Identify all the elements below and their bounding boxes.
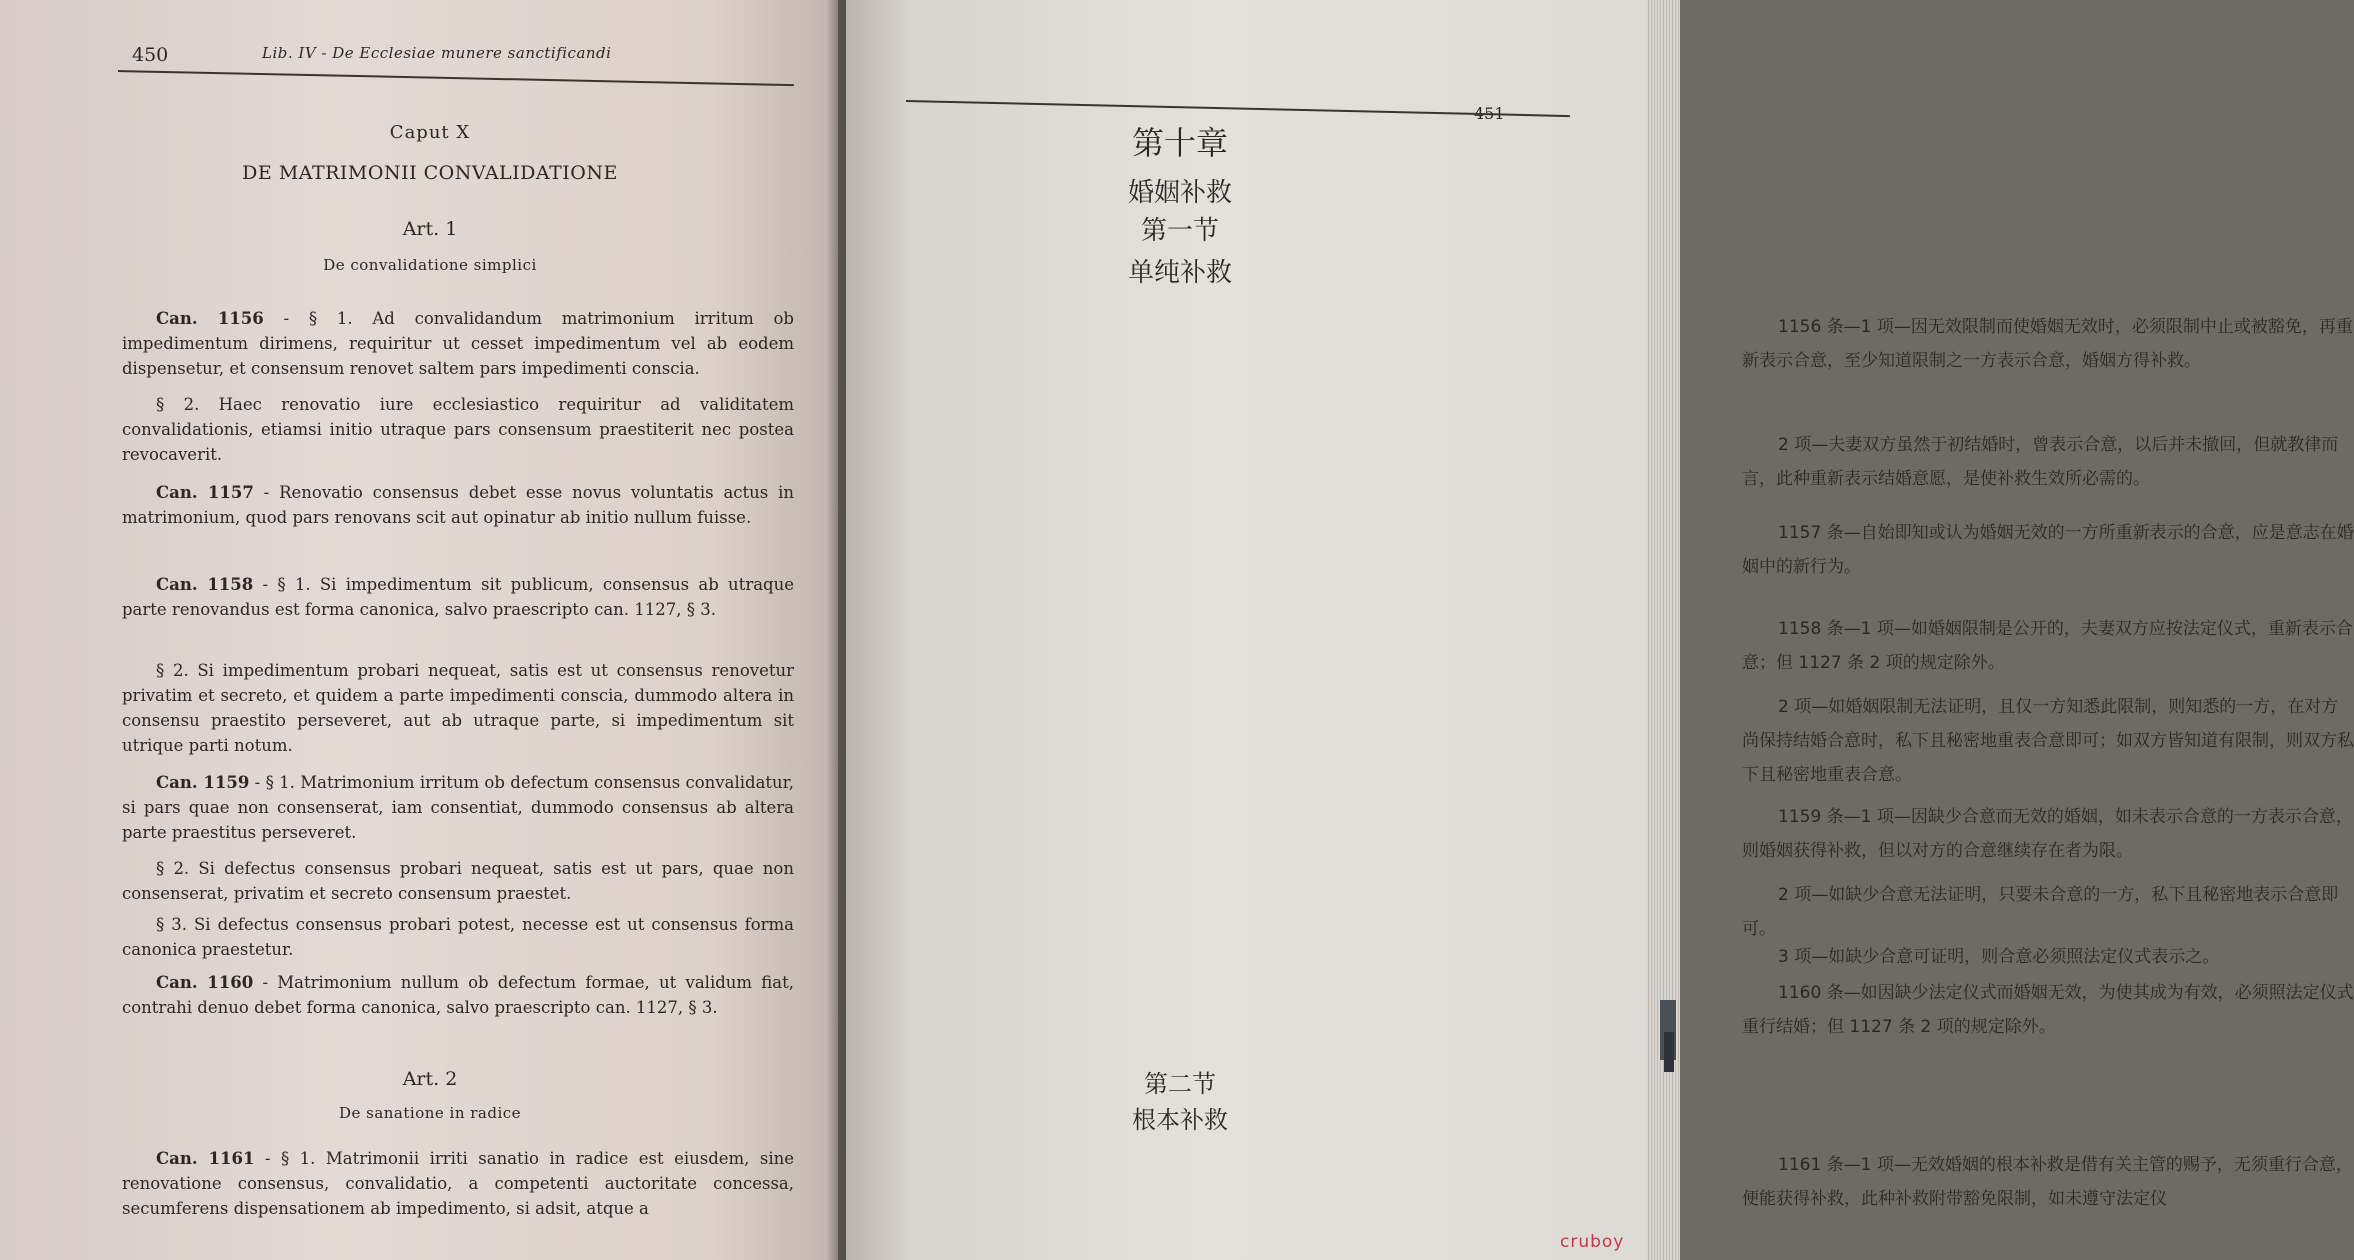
paragraph-text: - § 1. Matrimonium irritum ob defectum consensus convalidatur, si pars quae non consenserat, iam consentiat, dummodo consensus ab altera parte praestitus perseveret. — [122, 773, 794, 842]
paragraph — [1742, 612, 2354, 680]
section-1-label: 第一节 — [1140, 216, 1219, 246]
watermark: cruboy — [1560, 1232, 1625, 1252]
canon-number: Can. 1161 — [156, 1149, 255, 1168]
article-2-title: De sanatione in radice — [338, 1104, 522, 1122]
paragraph — [122, 770, 794, 845]
running-head: Lib. IV - De Ecclesiae munere sanctificandi — [262, 44, 612, 62]
paragraph-text: - Renovatio consensus debet esse novus voluntatis actus in matrimonium, quod pars renovans scit aut opinatur ab initio nullum fuisse. — [122, 483, 794, 527]
bookmark-tab-inner — [1664, 1032, 1674, 1072]
paragraph — [122, 658, 794, 758]
chapter-number: 第十章 — [1131, 124, 1228, 162]
section-2-label: 第二节 — [1144, 1070, 1216, 1098]
paragraph-text: 1158 条—1 项—如婚姻限制是公开的，夫妻双方应按法定仪式，重新表示合意；但 1127 条 2 项的规定除外。 — [1742, 619, 2353, 673]
paragraph — [1742, 976, 2354, 1044]
canon-number: Can. 1159 — [156, 773, 250, 792]
paragraph — [1742, 940, 2354, 974]
paragraph-text: 2 项—如缺少合意无法证明，只要未合意的一方，私下且秘密地表示合意即可。 — [1742, 885, 2339, 939]
page-number-left: 450 — [132, 44, 169, 66]
paragraph — [122, 572, 794, 622]
paragraph — [1742, 690, 2354, 792]
canon-number: Can. 1160 — [156, 973, 254, 992]
paragraph-text: 1160 条—如因缺少法定仪式而婚姻无效，为使其成为有效，必须照法定仪式重行结婚；但 1127 条 2 项的规定除外。 — [1742, 983, 2354, 1037]
paragraph-text: 2 项—夫妻双方虽然于初结婚时，曾表示合意，以后并未撤回，但就教律而言，此种重新表示结婚意愿，是使补救生效所必需的。 — [1742, 435, 2339, 489]
paragraph-text: § 3. Si defectus consensus probari potest, necesse est ut consensus forma canonica praestetur. — [122, 915, 794, 959]
right-page — [846, 0, 2354, 1260]
paragraph-text: § 2. Si defectus consensus probari nequeat, satis est ut pars, quae non consenserat, privatim et secreto consensum praestet. — [122, 859, 794, 903]
paragraph — [1742, 878, 2354, 946]
paragraph — [122, 970, 794, 1020]
paragraph — [1742, 516, 2354, 584]
chapter-title: DE MATRIMONII CONVALIDATIONE — [242, 162, 618, 184]
paragraph — [122, 480, 794, 530]
paragraph — [122, 856, 794, 906]
page-edges — [1646, 0, 1680, 1260]
paragraph-text: § 2. Haec renovatio iure ecclesiastico requiritur ad validitatem convalidationis, etiamsi initio utraque pars consensum praestiterit nec postea revocaverit. — [122, 395, 794, 464]
article-1-title: De convalidatione simplici — [323, 256, 537, 274]
paragraph-text: § 2. Si impedimentum probari nequeat, satis est ut consensus renovetur privatim et secreto, et quidem a parte impedimenti conscia, dummodo altera in consensu praestito perseveret, aut ab utraque parte, si impedimentum sit utrique parti notum. — [122, 661, 794, 755]
paragraph-text: - Matrimonium nullum ob defectum formae, ut validum fiat, contrahi denuo debet forma canonica, salvo praescripto can. 1127, § 3. — [122, 973, 794, 1017]
paragraph-text: 1157 条—自始即知或认为婚姻无效的一方所重新表示的合意，应是意志在婚姻中的新行为。 — [1742, 523, 2354, 577]
paragraph — [1742, 1148, 2354, 1216]
header-rule-left — [118, 70, 794, 86]
paragraph-text: 1159 条—1 项—因缺少合意而无效的婚姻，如未表示合意的一方表示合意，则婚姻获得补救，但以对方的合意继续存在者为限。 — [1742, 807, 2353, 861]
chapter-label: Caput X — [389, 122, 471, 143]
article-1-label: Art. 1 — [402, 218, 458, 240]
left-page — [0, 0, 838, 1260]
paragraph — [122, 306, 794, 381]
chapter-title-zh: 婚姻补救 — [1127, 178, 1232, 208]
paragraph-text: - § 1. Ad convalidandum matrimonium irritum ob impedimentum dirimens, requiritur ut cesset impedimentum vel ab eodem dispensetur, et consensum renovet saltem pars impedimenti conscia. — [122, 309, 794, 378]
paragraph — [1742, 800, 2354, 868]
article-2-label: Art. 2 — [402, 1068, 458, 1090]
section-2-title: 根本补救 — [1132, 1106, 1228, 1134]
canon-number: Can. 1158 — [156, 575, 254, 594]
paragraph — [122, 912, 794, 962]
paragraph-text: 1156 条—1 项—因无效限制而使婚姻无效时，必须限制中止或被豁免，再重新表示合意，至少知道限制之一方表示合意，婚姻方得补救。 — [1742, 317, 2353, 371]
header-rule-right — [906, 100, 1570, 117]
paragraph — [122, 1146, 794, 1221]
paragraph — [1742, 310, 2354, 378]
paragraph — [1742, 428, 2354, 496]
paragraph — [122, 392, 794, 467]
paragraph-text: 3 项—如缺少合意可证明，则合意必须照法定仪式表示之。 — [1778, 947, 2220, 967]
canon-number: Can. 1156 — [156, 309, 264, 328]
paragraph-text: 2 项—如婚姻限制无法证明，且仅一方知悉此限制，则知悉的一方，在对方尚保持结婚合意时，私下且秘密地重表合意即可；如双方皆知道有限制，则双方私下且秘密地重表合意。 — [1742, 697, 2354, 785]
canon-number: Can. 1157 — [156, 483, 254, 502]
paragraph-text: - § 1. Matrimonii irriti sanatio in radice est eiusdem, sine renovatione consensus, convalidatio, a competenti auctoritate concessa, secumferens dispensationem ab impedimento, si adsit, atque a — [122, 1149, 795, 1218]
section-1-title: 单纯补救 — [1127, 258, 1232, 288]
paragraph-text: 1161 条—1 项—无效婚姻的根本补救是借有关主管的赐予，无须重行合意，便能获得补救，此种补救附带豁免限制，如未遵守法定仪 — [1742, 1155, 2353, 1209]
paragraph-text: - § 1. Si impedimentum sit publicum, consensus ab utraque parte renovandus est forma canonica, salvo praescripto can. 1127, § 3. — [122, 575, 794, 619]
